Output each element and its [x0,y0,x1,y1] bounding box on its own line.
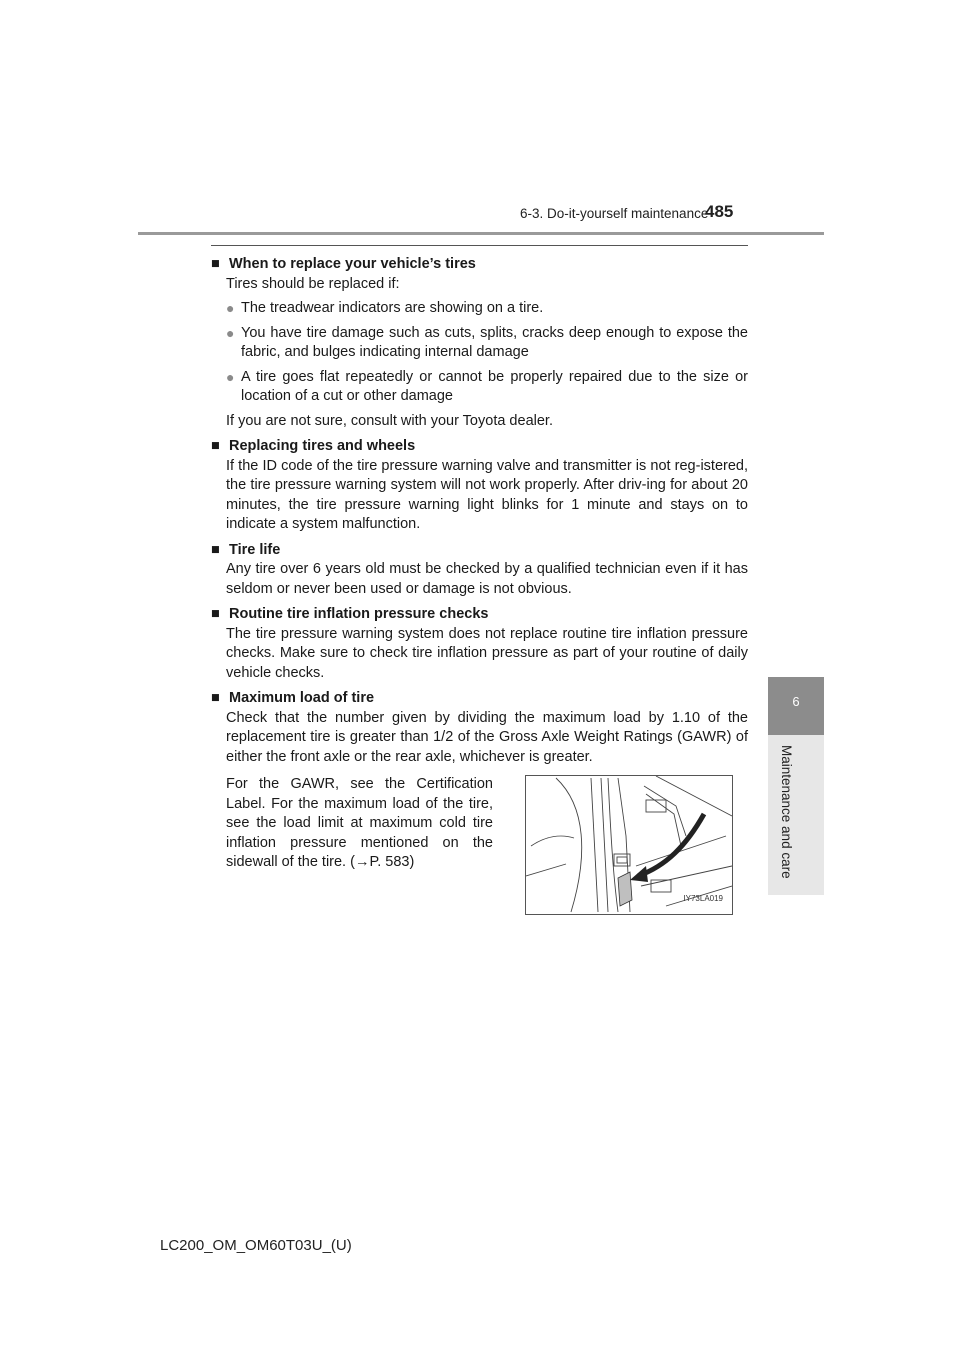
section-maximum-load [211,689,748,915]
figure-row [211,775,748,915]
section-heading [211,541,748,561]
heading-text: Tire life [229,541,281,558]
section-replacing-tires [211,437,748,535]
square-bullet-icon: ■ [211,541,220,558]
list-item-text: A tire goes flat repeatedly or cannot be properly repaired due to the size or location of a cut or other damage [241,368,748,404]
square-bullet-icon: ■ [211,690,220,706]
chapter-number: 6 [792,694,800,709]
body-text: Check that the number given by dividing the maximum load by 1.10 of the replacement tire is greater than 1/2 of the Gross Axle Weight Ratings (GAWR) of either the front axle or the rear axle, whichever is greater. [226,709,748,765]
square-bullet-icon: ■ [211,438,220,454]
arrow-icon [630,866,648,882]
main-content [211,255,748,921]
section-routine-checks [211,605,748,683]
document-code: LC200_OM_OM60T03U_(U) [160,1237,352,1254]
door-pillar-illustration [525,775,733,915]
figure-caption-text: For the GAWR, see the Certification Label. For the maximum load of the tire, see the load limit at maximum cold tire inflation pressure mentioned on the sidewall of the tire. (→P. 583) [226,776,493,870]
body-text: Any tire over 6 years old must be checked by a qualified technician even if it has seldom or never been used or damage is not obvious. [226,561,748,597]
section-heading [211,437,748,457]
header-divider [138,232,824,235]
square-bullet-icon: ■ [211,256,220,272]
section-heading [211,255,748,275]
intro-text: Tires should be replaced if: [226,275,400,292]
figure-code: IY73LA019 [683,893,723,903]
header-section-title: 6-3. Do-it-yourself maintenance [520,206,709,221]
heading-text: Replacing tires and wheels [229,438,416,454]
section-heading [211,689,748,709]
body-text: The tire pressure warning system does not replace routine tire inflation pressure checks. Make sure to check tire inflation pressure as part of your routine of daily vehicle checks. [226,625,748,681]
content-divider [211,245,748,246]
heading-text: Maximum load of tire [229,690,375,706]
list-item-text: The treadwear indicators are showing on a tire. [241,300,544,316]
list-item [211,299,748,319]
list-item [211,368,748,407]
circle-bullet-icon: ● [226,324,235,341]
square-bullet-icon: ■ [211,606,220,622]
heading-text: Routine tire inflation pressure checks [229,606,489,622]
circle-bullet-icon: ● [226,368,235,385]
chapter-title: Maintenance and care [779,745,794,879]
outro-text: If you are not sure, consult with your Toyota dealer. [226,412,553,429]
body-text: If the ID code of the tire pressure warning valve and transmitter is not reg-istered, the tire pressure warning system will not work properly. After driv-ing for about 20 minutes, the tire pressure warning light blinks for 1 minute and stays on to indicate a system malfunction. [226,457,748,532]
page-number: 485 [705,202,734,221]
circle-bullet-icon: ● [226,300,235,316]
heading-text: When to replace your vehicle’s tires [229,256,476,272]
chapter-strip [768,735,824,895]
chapter-tab [768,677,824,735]
section-when-to-replace [211,255,748,431]
certification-label-icon [618,872,632,906]
list-item [211,324,748,363]
list-item-text: You have tire damage such as cuts, splits, cracks deep enough to expose the fabric, and bulges indicating internal damage [241,324,748,360]
section-tire-life [211,541,748,600]
section-heading [211,605,748,625]
